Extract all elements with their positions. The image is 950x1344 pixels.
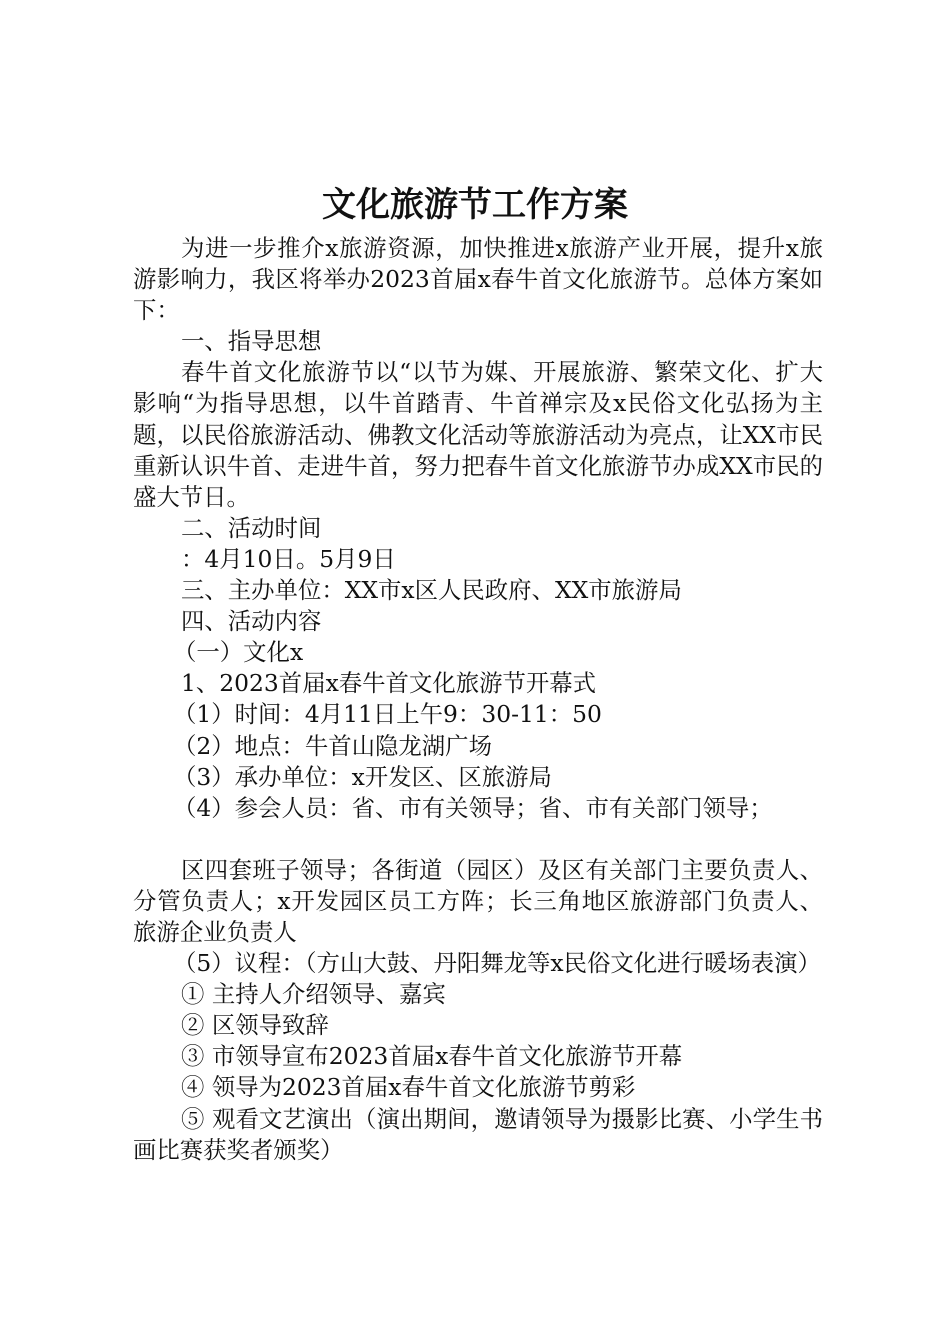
agenda-step-5: ⑤ 观看文艺演出（演出期间，邀请领导为摄影比赛、小学生书画比赛获奖者颁奖）: [133, 1104, 823, 1164]
item-time: （1）时间：4月11日上午9：30-11：50: [173, 700, 602, 729]
agenda-step-3: ③ 市领导宣布2023首届x春牛首文化旅游节开幕: [181, 1042, 683, 1071]
blank-line: [133, 824, 823, 855]
section-heading-activity-content: 四、活动内容: [181, 607, 322, 636]
guiding-ideology-paragraph: 春牛首文化旅游节以“以节为媒、开展旅游、繁荣文化、扩大影响“为指导思想，以牛首踏青、牛首禅宗及x民俗文化弘扬为主题，以民俗旅游活动、佛教文化活动等旅游活动为亮点，让XX市民重新认识牛首、走进牛首，努力把春牛首文化旅游节办成XX市民的盛大节日。: [133, 358, 823, 511]
section-heading-guiding-ideology: 一、指导思想: [181, 327, 322, 356]
section-heading-organizer: 三、主办单位：XX市x区人民政府、XX市旅游局: [181, 576, 682, 605]
attendees-continued-paragraph: 区四套班子领导；各街道（园区）及区有关部门主要负责人、分管负责人；x开发园区员工方阵；长三角地区旅游部门负责人、旅游企业负责人: [133, 855, 823, 946]
subsection-heading-culture: （一）文化x: [173, 638, 304, 667]
agenda-step-1: ① 主持人介绍领导、嘉宾: [181, 980, 446, 1009]
item-opening-ceremony: 1、2023首届x春牛首文化旅游节开幕式: [181, 669, 597, 698]
agenda-step-2: ② 区领导致辞: [181, 1011, 329, 1040]
item-host-unit: （3）承办单位：x开发区、区旅游局: [173, 762, 552, 791]
intro-paragraph: 为进一步推介x旅游资源，加快推进x旅游产业开展，提升x旅游影响力，我区将举办2023首届x春牛首文化旅游节。总体方案如下：: [133, 234, 823, 325]
activity-time-paragraph: ：4月10日。5月9日: [181, 544, 396, 573]
item-agenda: （5）议程：（方山大鼓、丹阳舞龙等x民俗文化进行暖场表演）: [173, 949, 821, 978]
section-heading-activity-time: 二、活动时间: [181, 513, 322, 542]
item-location: （2）地点：牛首山隐龙湖广场: [173, 731, 492, 760]
item-attendees: （4）参会人员：省、市有关领导；省、市有关部门领导；: [173, 793, 773, 822]
document-title: 文化旅游节工作方案: [322, 185, 628, 225]
agenda-step-4: ④ 领导为2023首届x春牛首文化旅游节剪彩: [181, 1073, 636, 1102]
document-body: [133, 233, 823, 1166]
